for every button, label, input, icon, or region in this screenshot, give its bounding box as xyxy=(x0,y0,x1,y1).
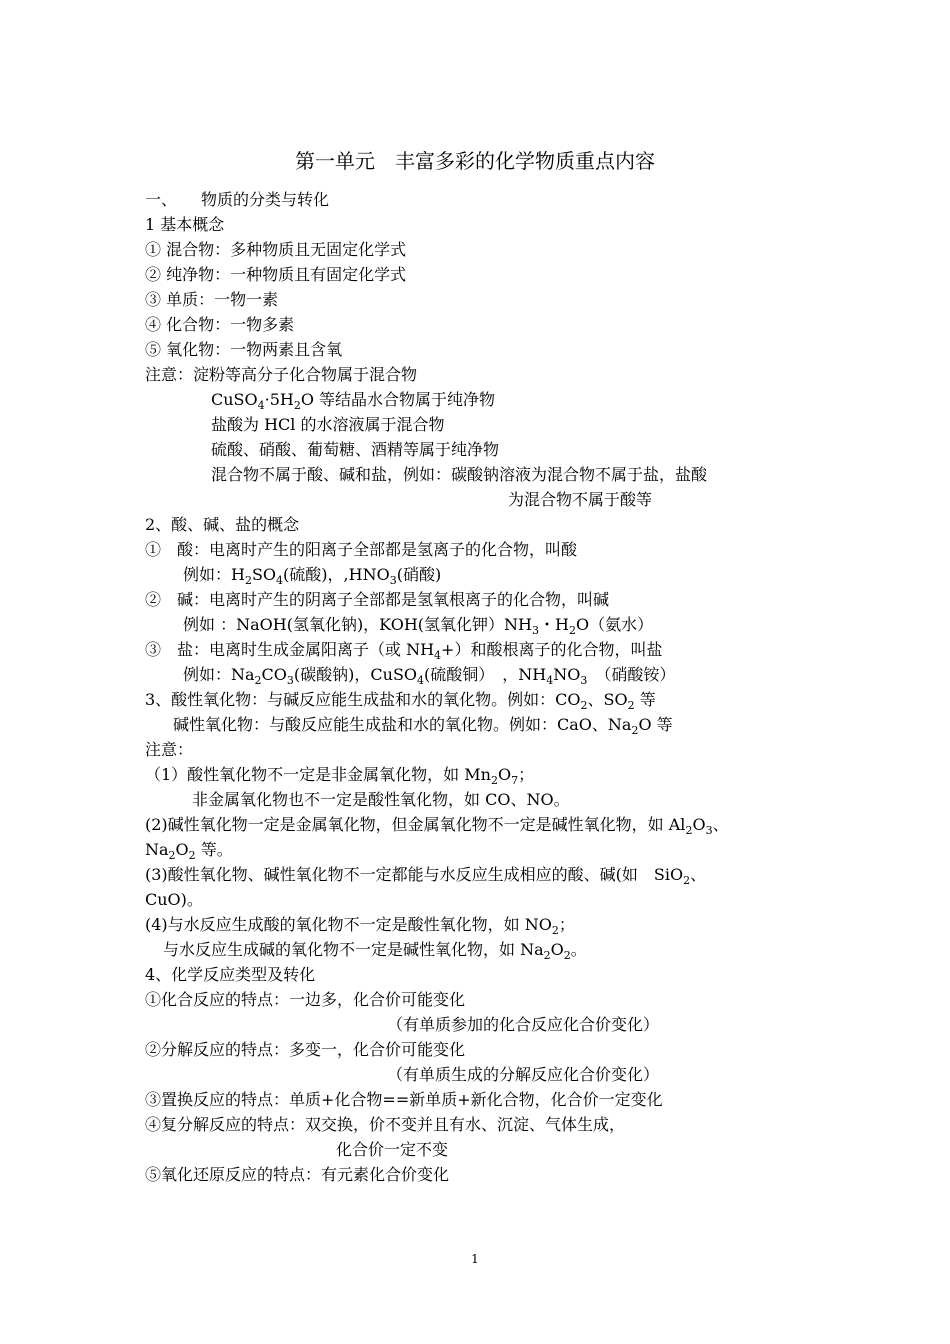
text-run: 非金属氧化物也不一定是酸性氧化物，如 CO、NO。 xyxy=(192,790,570,809)
text-run: 。 xyxy=(570,940,587,959)
text-run: (4)与水反应生成酸的氧化物不一定是酸性氧化物，如 NO xyxy=(145,915,552,934)
text-run: ； xyxy=(518,765,535,784)
page-number: 1 xyxy=(471,1252,479,1266)
text-line xyxy=(145,889,203,911)
text-run: 等 xyxy=(634,690,656,709)
subscript: 4 xyxy=(417,674,425,687)
subscript: 3 xyxy=(286,674,294,687)
text-line xyxy=(183,564,441,586)
subscript: 2 xyxy=(543,949,551,962)
text-line xyxy=(211,439,499,461)
text-line xyxy=(192,789,570,811)
text-run: 一、 物质的分类与转化 xyxy=(145,190,330,209)
text-line xyxy=(387,1014,659,1036)
text-run: ①化合反应的特点：一边多，化合价可能变化 xyxy=(145,990,466,1009)
text-run: (硫酸铜） ，NH xyxy=(424,665,547,684)
text-run: （有单质生成的分解反应化合价变化） xyxy=(387,1065,660,1084)
text-line xyxy=(163,939,587,961)
text-line xyxy=(387,1064,659,1086)
text-run: 注意：淀粉等高分子化合物属于混合物 xyxy=(145,365,418,384)
subscript: 4 xyxy=(276,574,284,587)
text-run: CuSO xyxy=(211,390,258,409)
text-run: ④ 化合物：一物多素 xyxy=(145,315,295,334)
text-line xyxy=(145,589,609,611)
text-run: ； xyxy=(558,915,575,934)
text-run: 例如 ：NaOH(氢氧化钠)，KOH(氢氧化钾）NH xyxy=(183,615,532,634)
text-run: 4、化学反应类型及转化 xyxy=(145,965,316,984)
text-run: 与水反应生成碱的氧化物不一定是碱性氧化物，如 Na xyxy=(163,940,544,959)
text-run: 例如：Na xyxy=(183,665,255,684)
text-run: (硫酸)，,HNO xyxy=(283,565,390,584)
text-run: ③ 盐：电离时生成金属阳离子（或 NH xyxy=(145,640,435,659)
text-run: CO xyxy=(261,665,287,684)
text-line xyxy=(336,1139,448,1161)
text-run: ① 混合物：多种物质且无固定化学式 xyxy=(145,240,407,259)
text-run: ① 酸：电离时产生的阳离子全部都是氢离子的化合物，叫酸 xyxy=(145,540,578,559)
text-run: ③置换反应的特点：单质+化合物==新单质+新化合物，化合价一定变化 xyxy=(145,1090,663,1109)
text-run: ・H xyxy=(538,615,569,634)
subscript: 2 xyxy=(188,849,196,862)
text-line xyxy=(211,389,495,411)
text-line xyxy=(145,1114,625,1136)
text-line xyxy=(173,714,673,736)
text-line xyxy=(145,364,417,386)
text-line xyxy=(145,639,662,661)
text-run: 3、酸性氧化物：与碱反应能生成盐和水的氧化物。例如：CO xyxy=(145,690,581,709)
text-run: 1 基本概念 xyxy=(145,215,225,234)
text-run: 混合物不属于酸、碱和盐，例如：碳酸钠溶液为混合物不属于盐，盐酸 xyxy=(211,465,708,484)
text-run: 化合价一定不变 xyxy=(336,1140,449,1159)
text-run: SO xyxy=(251,565,277,584)
text-line xyxy=(145,539,577,561)
text-run: 、 xyxy=(712,815,729,834)
text-line xyxy=(145,739,193,761)
subscript: 2 xyxy=(490,774,498,787)
subscript: 4 xyxy=(257,399,265,412)
text-run: 、SO xyxy=(587,690,628,709)
subscript: 2 xyxy=(568,624,576,637)
subscript: 2 xyxy=(551,924,559,937)
text-run: ④复分解反应的特点：双交换，价不变并且有水、沉淀、气体生成， xyxy=(145,1115,626,1134)
subscript: 2 xyxy=(685,824,693,837)
text-run: （硝酸铵） xyxy=(587,665,676,684)
text-run: (2)碱性氧化物一定是金属氧化物，但金属氧化物不一定是碱性氧化物，如 Al xyxy=(145,815,686,834)
text-run: 硫酸、硝酸、葡萄糖、酒精等属于纯净物 xyxy=(211,440,500,459)
subscript: 2 xyxy=(168,849,176,862)
subscript: 2 xyxy=(683,874,691,887)
text-run: （有单质参加的化合反应化合价变化） xyxy=(387,1015,660,1034)
text-run: CuO)。 xyxy=(145,890,203,909)
text-line xyxy=(211,464,707,486)
text-line xyxy=(145,339,342,361)
text-run: O xyxy=(497,765,512,784)
text-line xyxy=(145,989,465,1011)
text-line xyxy=(145,314,294,336)
text-run: ⑤氧化还原反应的特点：有元素化合价变化 xyxy=(145,1165,450,1184)
text-run: O xyxy=(692,815,706,834)
text-line xyxy=(145,189,329,211)
text-run: Na xyxy=(145,840,169,859)
page-title: 第一单元 丰富多彩的化学物质重点内容 xyxy=(295,149,655,173)
subscript: 2 xyxy=(293,399,301,412)
subscript: 3 xyxy=(705,824,713,837)
text-run: O 等 xyxy=(638,715,673,734)
text-run: O（氨水） xyxy=(575,615,654,634)
text-run: 为混合物不属于酸等 xyxy=(508,490,653,509)
text-run: (硝酸) xyxy=(396,565,442,584)
subscript: 2 xyxy=(563,949,571,962)
text-line xyxy=(145,289,278,311)
text-line xyxy=(145,864,706,886)
text-run: ② 碱：电离时产生的阴离子全部都是氢氧根离子的化合物，叫碱 xyxy=(145,590,610,609)
text-run: +）和酸根离子的化合物，叫盐 xyxy=(441,640,663,659)
subscript: 2 xyxy=(631,724,639,737)
text-line xyxy=(145,1039,465,1061)
text-run: O xyxy=(175,840,189,859)
text-line xyxy=(145,264,406,286)
subscript: 3 xyxy=(531,624,539,637)
text-run: 注意： xyxy=(145,740,194,759)
text-run: ·5H xyxy=(264,390,294,409)
text-line xyxy=(145,1164,449,1186)
subscript: 2 xyxy=(580,699,588,712)
text-line xyxy=(145,964,315,986)
subscript: 4 xyxy=(434,649,442,662)
subscript: 4 xyxy=(546,674,554,687)
text-line xyxy=(183,664,675,686)
text-line xyxy=(145,514,299,536)
text-line xyxy=(508,489,652,511)
subscript: 3 xyxy=(389,574,397,587)
text-run: 盐酸为 HCl 的水溶液属于混合物 xyxy=(211,415,445,434)
text-run: NO xyxy=(553,665,581,684)
text-line xyxy=(145,914,575,936)
text-run: ②分解反应的特点：多变一，化合价可能变化 xyxy=(145,1040,466,1059)
text-line xyxy=(145,764,534,786)
text-run: (3)酸性氧化物、碱性氧化物不一定都能与水反应生成相应的酸、碱(如 SiO xyxy=(145,865,684,884)
text-run: O 等结晶水合物属于纯净物 xyxy=(300,390,496,409)
text-run: ③ 单质：一物一素 xyxy=(145,290,279,309)
text-line xyxy=(183,614,653,636)
text-run: (碳酸钠)，CuSO xyxy=(293,665,418,684)
subscript: 3 xyxy=(580,674,588,687)
text-line xyxy=(145,1089,663,1111)
text-line xyxy=(145,239,406,261)
text-run: 等。 xyxy=(195,840,233,859)
text-run: （1）酸性氧化物不一定是非金属氧化物，如 Mn xyxy=(145,765,491,784)
text-run: ⑤ 氧化物：一物两素且含氧 xyxy=(145,340,343,359)
text-line xyxy=(145,214,224,236)
text-run: O xyxy=(550,940,564,959)
text-line xyxy=(145,839,233,861)
text-run: ② 纯净物：一种物质且有固定化学式 xyxy=(145,265,407,284)
text-run: 2、酸、碱、盐的概念 xyxy=(145,515,300,534)
text-line xyxy=(211,414,445,436)
text-run: 、 xyxy=(690,865,707,884)
subscript: 2 xyxy=(627,699,635,712)
text-run: 碱性氧化物：与酸反应能生成盐和水的氧化物。例如：CaO、Na xyxy=(173,715,632,734)
subscript: 7 xyxy=(511,774,519,787)
subscript: 2 xyxy=(254,674,262,687)
text-run: 例如：H xyxy=(183,565,245,584)
text-line xyxy=(145,689,656,711)
subscript: 2 xyxy=(244,574,252,587)
text-line xyxy=(145,814,729,836)
